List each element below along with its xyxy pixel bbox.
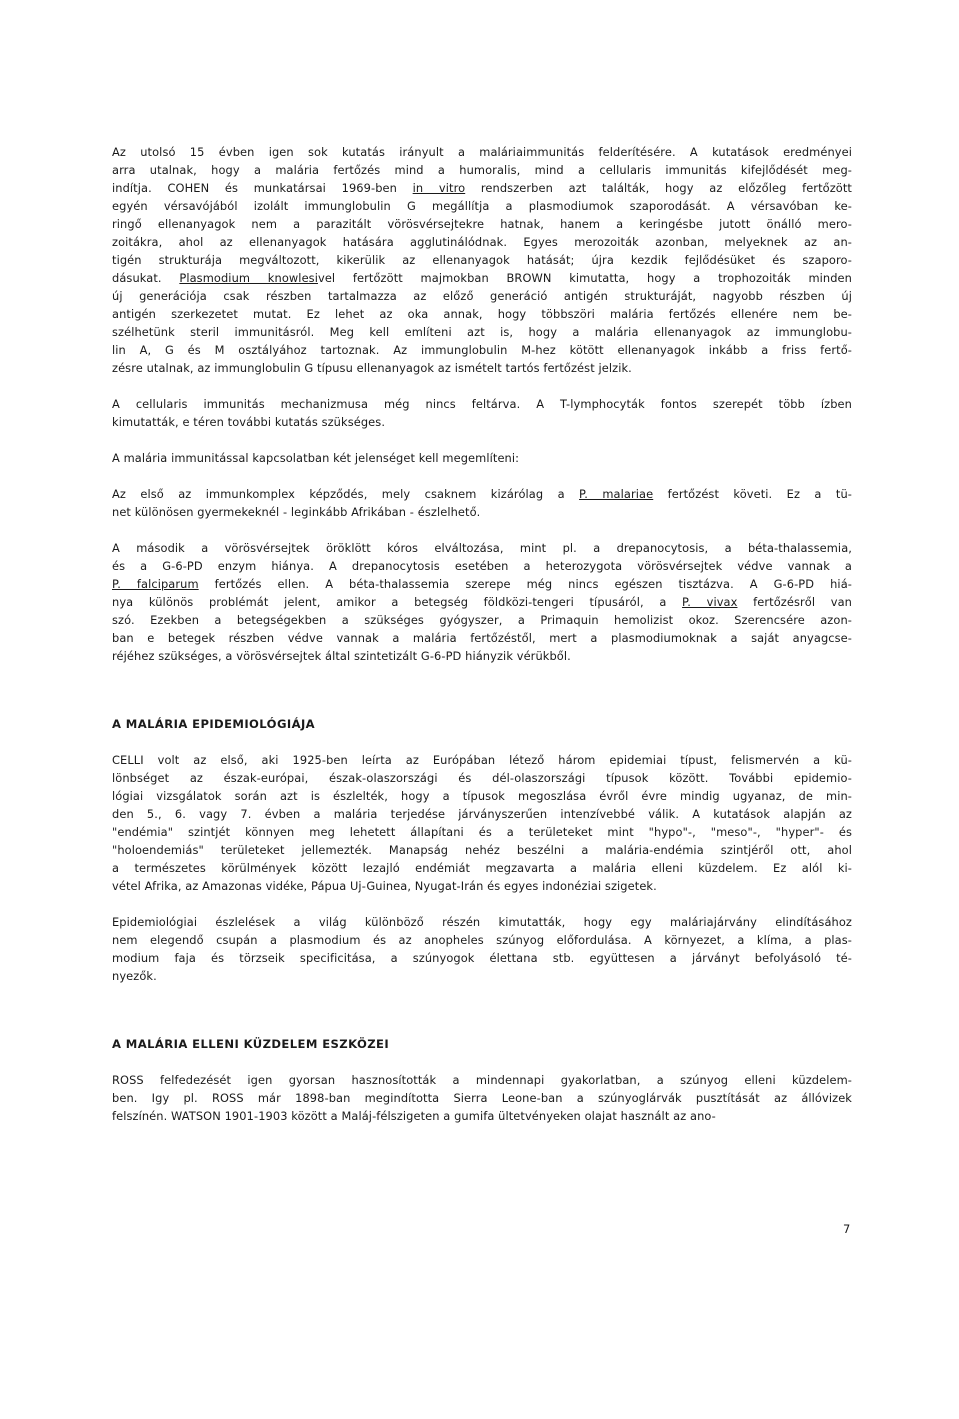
text-line: dásukat. Plasmodium knowlesivel fertőzött majmokban BROWN kimutatta, hogy a trophozoiták minden (112, 271, 852, 285)
text-line: tigén strukturája megváltozott, kikerülik az ellenanyagok hatását; újra kezdik fejlődésüket és szaporo- (112, 253, 852, 267)
text-line: szélhetünk steril immunitásról. Meg kell említeni azt is, hogy a malária ellenanyagok az immunglobu- (112, 325, 852, 339)
text-line: a természetes körülmények között lezajló endémiát megzavarta a malária elleni küzdelem. Ez alól ki- (112, 861, 852, 875)
text-line: kimutatták, e téren további kutatás szükséges. (112, 415, 386, 429)
text-line: egyén vérsavójából izolált immunglobulin G megállítja a plasmodiumok szaporodását. A vérsavóban ke- (112, 199, 852, 213)
text-line: ROSS felfedezését igen gyorsan hasznosították a mindennapi gyakorlatban, a szúnyog elleni küzdelem- (112, 1073, 852, 1087)
text-line: szó. Ezekben a betegségekben a szükséges gyógyszer, a Primaquin hemolizist okoz. Szerencsére azon- (112, 613, 852, 627)
text-line: zoitákra, ahol az ellenanyagok hatására agglutinálódnak. Egyes merozoiták azonban, melyeknek az an- (112, 235, 852, 249)
text-line: Az utolsó 15 évben igen sok kutatás irányult a maláriaimmunitás felderítésére. A kutatások eredményei (112, 145, 852, 159)
text-line: ben. Igy pl. ROSS már 1898-ban megindította Sierra Leone-ban a szúnyoglárvák pusztítását az állóvizek (112, 1091, 852, 1105)
text-line: modium faja és törzseik specificitása, a szúnyogok élettana stb. együttesen a járványt befolyásoló té- (112, 951, 852, 965)
text-line: réjéhez szükséges, a vörösvérsejtek által szintetizált G-6-PD hiányzik vérükből. (112, 649, 571, 663)
text-line: nyezők. (112, 969, 157, 983)
text-line: P. falciparum fertőzés ellen. A béta-thalassemia szerepe még nincs egészen tisztázva. A G-6-PD hiá- (112, 577, 852, 591)
text-line: net különösen gyermekeknél - leginkább Afrikában - észlelhető. (112, 505, 481, 519)
text-line: A cellularis immunitás mechanizmusa még nincs feltárva. A T-lymphocyták fontos szerepét több ízben (112, 397, 852, 411)
text-line: lógiai vizsgálatok során azt is észlelték, hogy a típusok megoszlása évről évre mindig ugyanaz, de min- (112, 789, 852, 803)
text-line: CELLI volt az első, aki 1925-ben leírta az Európában létező három epidemiai típust, felismervén a kü- (112, 753, 852, 767)
paragraph-immune-complex (112, 485, 852, 521)
text-line: és a G-6-PD enzym hiánya. A drepanocytosis esetében a heterozygota vörösvérsejtek védve vannak a (112, 559, 852, 573)
text-line: A második a vörösvérsejtek öröklött kóros elváltozása, mint pl. a drepanocytosis, a béta-thalassemia, (112, 541, 852, 555)
paragraph-two-phenomena (112, 449, 852, 467)
text-line: nem elegendő csupán a plasmodium és az anopheles szúnyog előfordulása. A környezet, a klíma, a plas- (112, 933, 852, 947)
text-line: ban e betegek részben védve vannak a malária fertőzéstől, mert a plasmodiumoknak a saját anyagcse- (112, 631, 852, 645)
text-line: "endémia" szintjét könnyen meg lehetett állapítani és a területeket mint "hypo"-, "meso"-, "hyper"- és (112, 825, 852, 839)
section-heading-control-tools: A MALÁRIA ELLENI KÜZDELEM ESZKÖZEI (112, 1037, 390, 1051)
text-line: nya különös problémát jelent, amikor a betegség földközi-tengeri típusáról, a P. vivax fertőzésről van (112, 595, 852, 609)
paragraph-celli (112, 751, 852, 895)
text-line: Az első az immunkomplex képződés, mely csaknem kizárólag a P. malariae fertőzést követi. Ez a tü- (112, 487, 852, 501)
underlined-term: in vitro (412, 181, 466, 195)
underlined-term: P. falciparum (112, 577, 199, 591)
text-line: lin A, G és M osztályához tartoznak. Az immunglobulin M-hez kötött ellenanyagok inkább a friss fertő- (112, 343, 852, 357)
text-line: ringő ellenanyagok nem a parazitált vörösvérsejtekre hatnak, hanem a keringésbe jutott önálló mero- (112, 217, 852, 231)
underlined-term: P. vivax (682, 595, 738, 609)
text-line: den 5., 6. vagy 7. évben a malária terjedése járványszerűen intenzívebbé válik. A kutatások alapján az (112, 807, 852, 821)
section-heading-epidemiology: A MALÁRIA EPIDEMIOLÓGIÁJA (112, 717, 316, 731)
text-line: Epidemiológiai észlelések a világ különböző részén kimutatták, hogy egy maláriajárvány elindításához (112, 915, 852, 929)
text-line: zésre utalnak, az immunglobulin G típusu ellenanyagok az ismételt tartós fertőzést jelzik. (112, 361, 632, 375)
text-line: lönbséget az észak-európai, észak-olaszországi és dél-olaszországi típusok között. További epidemio- (112, 771, 852, 785)
text-line: vétel Afrika, az Amazonas vidéke, Pápua Uj-Guinea, Nyugat-Irán és egyes indonéziai szigetek. (112, 879, 657, 893)
text-line: arra utalnak, hogy a malária fertőzés mind a humoralis, mind a cellularis immunitás kifejlődését meg- (112, 163, 852, 177)
paragraph-ross (112, 1071, 852, 1125)
paragraph-cellular-immunity (112, 395, 852, 431)
text-line: antigén szerkezetet mutat. Ez lehet az oka annak, hogy többszöri malária fertőzés ellenére nem be- (112, 307, 852, 321)
text-line: felszínén. WATSON 1901-1903 között a Maláj-félszigeten a gumifa ültetvényeken olajat használt az ano- (112, 1109, 716, 1123)
text-line: "holoendemiás" területeket jellemezték. Manapság nehéz beszélni a malária-endémia szintjéről ott, ahol (112, 843, 852, 857)
underlined-term: P. malariae (579, 487, 654, 501)
page-content (112, 143, 852, 1125)
text-line: új generációja csak részben tartalmazza az előző generáció antigén strukturáját, nagyobb részben új (112, 289, 852, 303)
underlined-term: Plasmodium knowlesi (179, 271, 318, 285)
text-line: indítja. COHEN és munkatársai 1969-ben in vitro rendszerben azt találták, hogy az előzőleg fertőzött (112, 181, 853, 195)
paragraph-immunity (112, 143, 852, 377)
text-line: A malária immunitással kapcsolatban két jelenséget kell megemlíteni: (112, 451, 520, 465)
paragraph-red-cell-alterations (112, 539, 852, 665)
page-number: 7 (843, 1222, 851, 1236)
paragraph-epidemiological-observations (112, 913, 852, 985)
